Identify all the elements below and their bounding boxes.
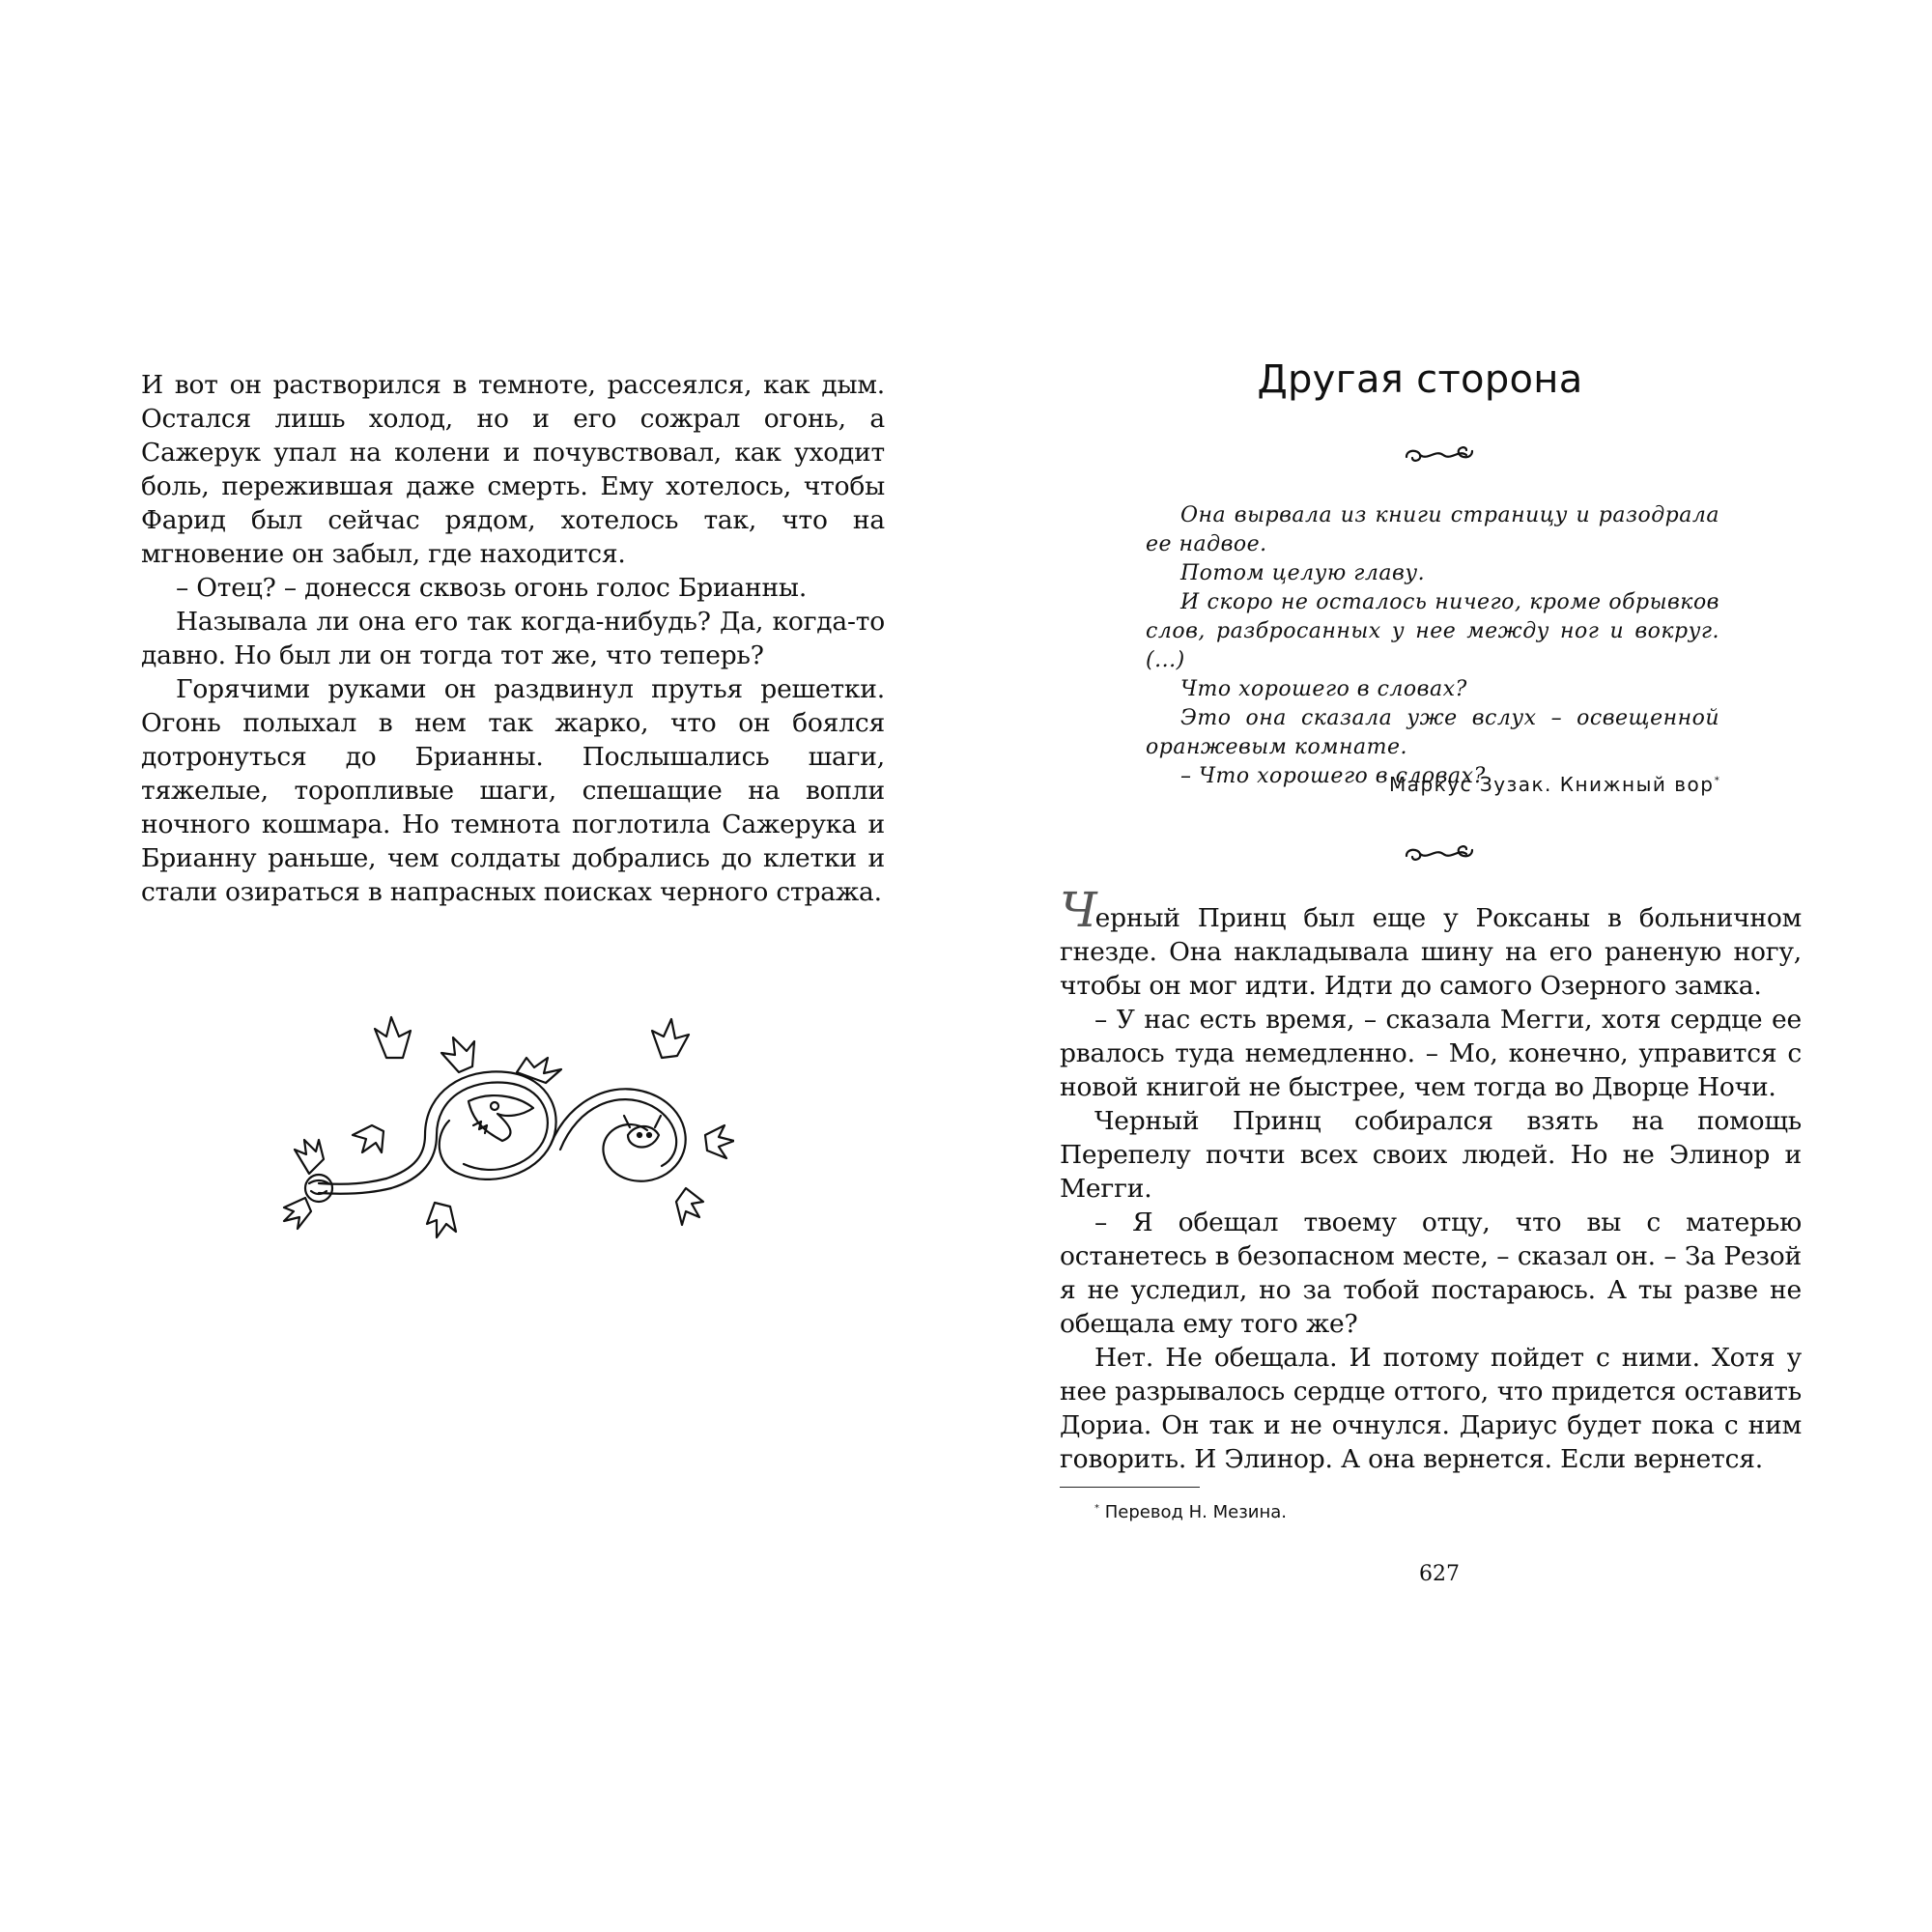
epigraph-line: Что хорошего в словах? <box>1180 677 1467 701</box>
paragraph: Нет. Не обещала. И потому пойдет с ними. Хотя у нее разрывалось сердце оттого, что придется оставить Дориа. Он так и не очнулся. Дариус будет пока с ним говорить. И Элинор. А она вернется. Если вернется. <box>1060 1343 1802 1474</box>
chapter-title: Другая сторона <box>1257 357 1583 402</box>
epigraph-line: – Что хорошего в словах? <box>1180 764 1486 788</box>
paragraph-with-dropcap <box>1060 882 1802 1003</box>
paragraph: – Я обещал твоему отцу, что вы с матерью останетесь в безопасном месте, – сказал он. – За Резой я не уследил, но за тобой постараюсь. А ты разве не обещала ему того же? <box>1060 1208 1802 1339</box>
footnote-divider <box>1060 1487 1200 1488</box>
epigraph-source-text: Маркус Зузак. Книжный вор <box>1388 773 1715 796</box>
page-number: 627 <box>1419 1562 1460 1586</box>
left-body-text <box>141 368 885 909</box>
flourish-ornament-icon <box>1401 838 1478 867</box>
paragraph: Черный Принц собирался взять на помощь Перепелу почти всех своих людей. Но не Элинор и Мегги. <box>1060 1106 1802 1204</box>
right-body-text <box>1060 882 1802 1476</box>
epigraph-line: Она вырвала из книги страницу и разодрала ее надвое. <box>1146 503 1719 556</box>
epigraph-source <box>1256 773 1719 796</box>
epigraph-line: Потом целую главу. <box>1180 561 1426 585</box>
paragraph-text: ерный Принц был еще у Роксаны в больничном гнезде. Она накладывала шину на его раненую ногу, чтобы он мог идти. Идти до самого Озерного замка. <box>1060 903 1802 1001</box>
paragraph: Горячими руками он раздвинул прутья решетки. Огонь полыхал в нем так жарко, что он боялся дотронуться до Брианны. Послышались шаги, тяжелые, торопливые шаги, спешащие на вопли ночного кошмара. Но темнота поглотила Сажерука и Брианну раньше, чем солдаты добрались до клетки и стали озираться в напрасных поисках черного стража. <box>141 674 885 907</box>
paragraph: Называла ли она его так когда-нибудь? Да, когда-то давно. Но был ли он тогда тот же, что теперь? <box>141 607 885 670</box>
footnote-text: Перевод Н. Мезина. <box>1104 1502 1288 1522</box>
paragraph: – Отец? – донесся сквозь огонь голос Брианны. <box>176 573 808 603</box>
epigraph-line: И скоро не осталось ничего, кроме обрывков слов, разбросанных у нее между ног и вокруг. (...) <box>1146 590 1719 672</box>
footnote-marker: * <box>1714 774 1719 787</box>
dragon-ornament-icon <box>280 1000 734 1251</box>
paragraph: – У нас есть время, – сказала Мегги, хотя сердце ее рвалось туда немедленно. – Мо, конечно, управится с новой книгой не быстрее, чем тогда во Дворце Ночи. <box>1060 1005 1802 1102</box>
epigraph <box>1146 501 1719 791</box>
footnote-marker: * <box>1094 1503 1099 1514</box>
flourish-ornament-icon <box>1401 440 1478 469</box>
paragraph: И вот он растворился в темноте, рассеялся, как дым. Остался лишь холод, но и его сожрал огонь, а Сажерук упал на колени и почувствовал, как уходит боль, пережившая даже смерть. Ему хотелось, чтобы Фарид был сейчас рядом, хотелось так, что на мгновение он забыл, где находится. <box>141 370 885 569</box>
epigraph-line: Это она сказала уже вслух – освещенной оранжевым комнате. <box>1146 706 1719 759</box>
dropcap: Ч <box>1060 882 1095 938</box>
footnote <box>1094 1502 1287 1522</box>
